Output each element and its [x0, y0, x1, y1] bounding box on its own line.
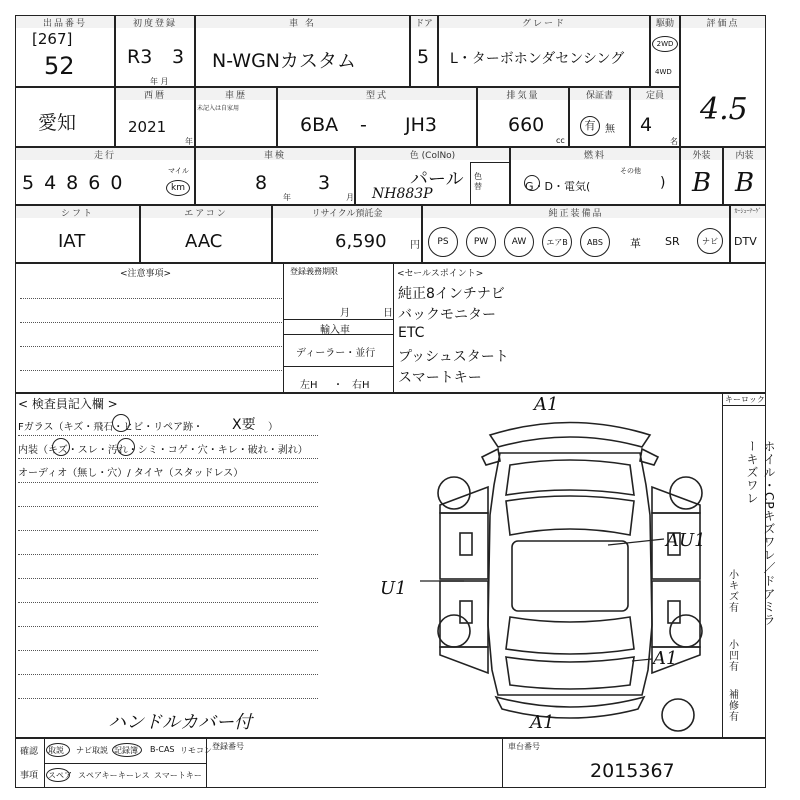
- equip-ps: PS: [428, 227, 458, 257]
- notes-section: [15, 263, 766, 393]
- equip-abs: ABS: [580, 227, 610, 257]
- recycle-label: リサイクル預託金: [273, 206, 421, 218]
- mileage-label: 走行: [16, 148, 194, 160]
- footer-manual: 取説: [48, 746, 64, 755]
- registration-deadline-label: 登録義務期限: [290, 267, 338, 276]
- car-damage-diagram: [420, 405, 720, 735]
- footer-records: 記録簿: [114, 746, 138, 755]
- registration-unit: 年 月: [150, 77, 169, 86]
- right-rear-door: [652, 581, 700, 647]
- warranty-yes-circled: 有: [580, 116, 600, 136]
- spare-wheel: [662, 699, 694, 731]
- recycle-fee: 6,590: [335, 231, 387, 252]
- fuel-options: G・D・電気(: [525, 180, 591, 193]
- exterior-label: 外装: [681, 148, 722, 160]
- handle-sep: ・: [333, 380, 343, 391]
- mileage: 54860: [22, 172, 133, 194]
- score-label: 評価点: [681, 16, 765, 28]
- sales-points-label: <セールスポイント>: [397, 269, 484, 279]
- displacement-unit: cc: [556, 136, 565, 145]
- damage-mark-right-side: AU1: [666, 530, 706, 551]
- aircon: AAC: [185, 231, 223, 252]
- sales-point: スマートキー: [398, 370, 482, 386]
- color-label: 色 (ColNo): [356, 148, 509, 160]
- shaken-year-unit: 年: [283, 193, 291, 202]
- shift: IAT: [58, 231, 86, 252]
- car-name: N-WGNカスタム: [212, 50, 357, 72]
- lot-number-label: 出品番号: [16, 16, 114, 28]
- tuner-label: ｶｰｼｭｰﾅｰｹﾞ: [731, 206, 765, 218]
- model-suffix: JH3: [405, 114, 437, 136]
- equipment-label: 純正装備品: [423, 206, 729, 218]
- windshield-chip-circle: [112, 414, 130, 432]
- left-mirror: [482, 449, 500, 465]
- doors: 5: [417, 46, 430, 68]
- model-prefix: 6BA: [300, 114, 339, 136]
- model-label: 型式: [278, 88, 476, 100]
- right-mirror: [640, 449, 658, 465]
- equip-aw: AW: [504, 227, 534, 257]
- color-code-handwritten: NH883P: [372, 186, 433, 202]
- footer-smart-key: スマートキー: [154, 771, 202, 780]
- sales-point: ETC: [398, 325, 425, 341]
- seats-unit: 名: [670, 137, 678, 146]
- footer-manual-circle: [46, 743, 70, 757]
- left-front-window: [460, 533, 472, 555]
- exterior-grade-handwritten: B: [692, 168, 712, 198]
- fuel-other-label: その他: [620, 167, 641, 175]
- shaken-label: 車検: [196, 148, 354, 160]
- color-change-label: 色替: [474, 172, 482, 191]
- footer-navi-manual: ナビ取説: [76, 746, 108, 755]
- equip-dtv: DTV: [734, 235, 757, 248]
- score-handwritten: 4.5: [700, 92, 748, 127]
- repair-label: 補修有: [729, 690, 739, 723]
- wheel-front-left: [438, 477, 470, 509]
- audio-tire-notes: オーディオ（無し・穴）/ タイヤ（スタッドレス）: [18, 468, 244, 479]
- keylock-label: キーロック: [725, 395, 765, 404]
- small-scratch-label: 小キズ有: [729, 570, 739, 614]
- seats-label: 定員: [631, 88, 679, 100]
- wheel-rear-left: [438, 615, 470, 647]
- footer-label-a: 確認: [20, 747, 39, 757]
- history-note: 未記入は自家用: [197, 105, 240, 112]
- equip-sunroof: SR: [665, 235, 680, 248]
- caution-label: <注意事項>: [120, 269, 172, 279]
- au1-pointer: [608, 539, 664, 545]
- footer-label-b: 事項: [20, 771, 39, 781]
- year-unit: 年: [185, 137, 193, 146]
- shaken-year: 8: [255, 172, 268, 194]
- footer-spare: スペア: [48, 771, 72, 780]
- score-cell: [680, 15, 766, 147]
- chassis-number: 2015367: [590, 760, 675, 782]
- grade-label: グレード: [439, 16, 649, 28]
- windshield-notes: Fガラス（キズ・飛石・ヒビ・リペア跡・: [18, 422, 204, 433]
- history-label: 車歴: [196, 88, 276, 100]
- dealer-parallel: ディーラー・並行: [296, 348, 376, 359]
- handle-left: 左H: [300, 380, 318, 391]
- deadline-month-label: 月: [340, 308, 350, 319]
- left-front-door: [440, 513, 488, 579]
- model-dash: -: [360, 114, 367, 136]
- windshield-mark: X要: [232, 417, 256, 433]
- warranty-no: 無: [605, 124, 615, 135]
- deadline-day-label: 日: [383, 308, 393, 319]
- displacement: 660: [508, 114, 545, 136]
- lot-sub-number: [267]: [32, 30, 73, 48]
- windshield: [506, 496, 634, 535]
- chassis-number-label: 車台番号: [508, 742, 540, 751]
- damage-mark-right-quarter: A1: [653, 648, 678, 669]
- roof: [512, 541, 628, 611]
- shaken-month: 3: [318, 172, 331, 194]
- interior-label: 内装: [724, 148, 765, 160]
- first-registration-label: 初度登録: [116, 16, 194, 28]
- rear-window: [506, 617, 634, 654]
- shaken-month-unit: 月: [346, 193, 354, 202]
- fuel-close: ): [660, 175, 666, 191]
- interior-grade-handwritten: B: [735, 168, 755, 198]
- hood: [506, 460, 634, 495]
- drive-4wd: 4WD: [655, 68, 672, 76]
- windshield-close: ）: [268, 422, 278, 433]
- color: パール: [410, 169, 464, 190]
- interior-dirt-circle: [117, 438, 135, 456]
- damage-mark-left-side: U1: [380, 578, 407, 599]
- grade: L・ターボホンダセンシング: [450, 51, 625, 67]
- prefecture: 愛知: [38, 112, 77, 134]
- mileage-unit-km-circled: km: [166, 180, 190, 196]
- right-fender: [652, 487, 700, 513]
- doors-label: ドア: [411, 16, 437, 28]
- footer-spare-key: スペアキー: [78, 771, 118, 780]
- front-bumper: [490, 423, 650, 448]
- equip-airbag: エアB: [542, 227, 572, 257]
- left-fender: [440, 487, 488, 513]
- interior-scratch-circle: [52, 438, 70, 456]
- fuel-label: 燃料: [511, 148, 679, 160]
- mileage-unit-mile: マイル: [168, 167, 189, 175]
- damage-mark-front-bumper: A1: [534, 394, 559, 415]
- recycle-unit: 円: [410, 240, 420, 251]
- import-label: 輸入車: [320, 325, 350, 336]
- seats: 4: [640, 114, 653, 136]
- footer-remote: リモコン: [180, 746, 212, 755]
- sales-point: 純正8インチナビ: [398, 286, 505, 302]
- wheel-mirror-legend: ホイル・CPキズワレ／ドアミラーキズワレ: [745, 440, 776, 627]
- sales-point: バックモニター: [398, 307, 496, 323]
- footer-bcas: B-CAS: [150, 745, 175, 754]
- equip-pw: PW: [466, 227, 496, 257]
- tailgate: [506, 657, 634, 689]
- lot-number: 52: [44, 52, 75, 80]
- drive-2wd-circled: 2WD: [652, 36, 678, 52]
- rear-bumper: [496, 697, 644, 718]
- aircon-label: エアコン: [141, 206, 271, 218]
- shift-label: シフト: [16, 206, 139, 218]
- registration-era: R3: [127, 46, 153, 68]
- registration-number-label: 登録番号: [212, 742, 244, 751]
- displacement-label: 排気量: [478, 88, 568, 100]
- inspector-label: < 検査員記入欄 >: [18, 397, 118, 411]
- wheel-rear-right: [670, 615, 702, 647]
- car-name-label: 車 名: [196, 16, 409, 28]
- footer-spare-circle: [46, 768, 70, 782]
- small-dent-label: 小凹有: [729, 640, 739, 673]
- left-rear-door: [440, 581, 488, 647]
- equip-leather: 革: [630, 237, 641, 250]
- fuel-gasoline-circle: [524, 175, 540, 191]
- handwritten-note: ハンドルカバー付: [108, 712, 252, 733]
- year-label: 西暦: [116, 88, 194, 100]
- year: 2021: [128, 118, 167, 136]
- sales-point: プッシュスタート: [398, 349, 509, 365]
- registration-month: 3: [172, 46, 185, 68]
- handle-right: 右H: [352, 380, 370, 391]
- damage-mark-rear-bumper: A1: [530, 712, 555, 733]
- footer-records-circle: [112, 743, 142, 757]
- interior-notes: 内装（キズ・スレ・汚れ・シミ・コゲ・穴・キレ・破れ・剥れ）: [18, 445, 308, 456]
- left-quarter: [440, 647, 488, 673]
- warranty-label: 保証書: [570, 88, 629, 100]
- equip-navi: ナビ: [697, 228, 723, 254]
- footer-keyless: キーレス: [118, 771, 150, 780]
- drive-label: 駆動: [651, 16, 679, 28]
- wheel-front-right: [670, 477, 702, 509]
